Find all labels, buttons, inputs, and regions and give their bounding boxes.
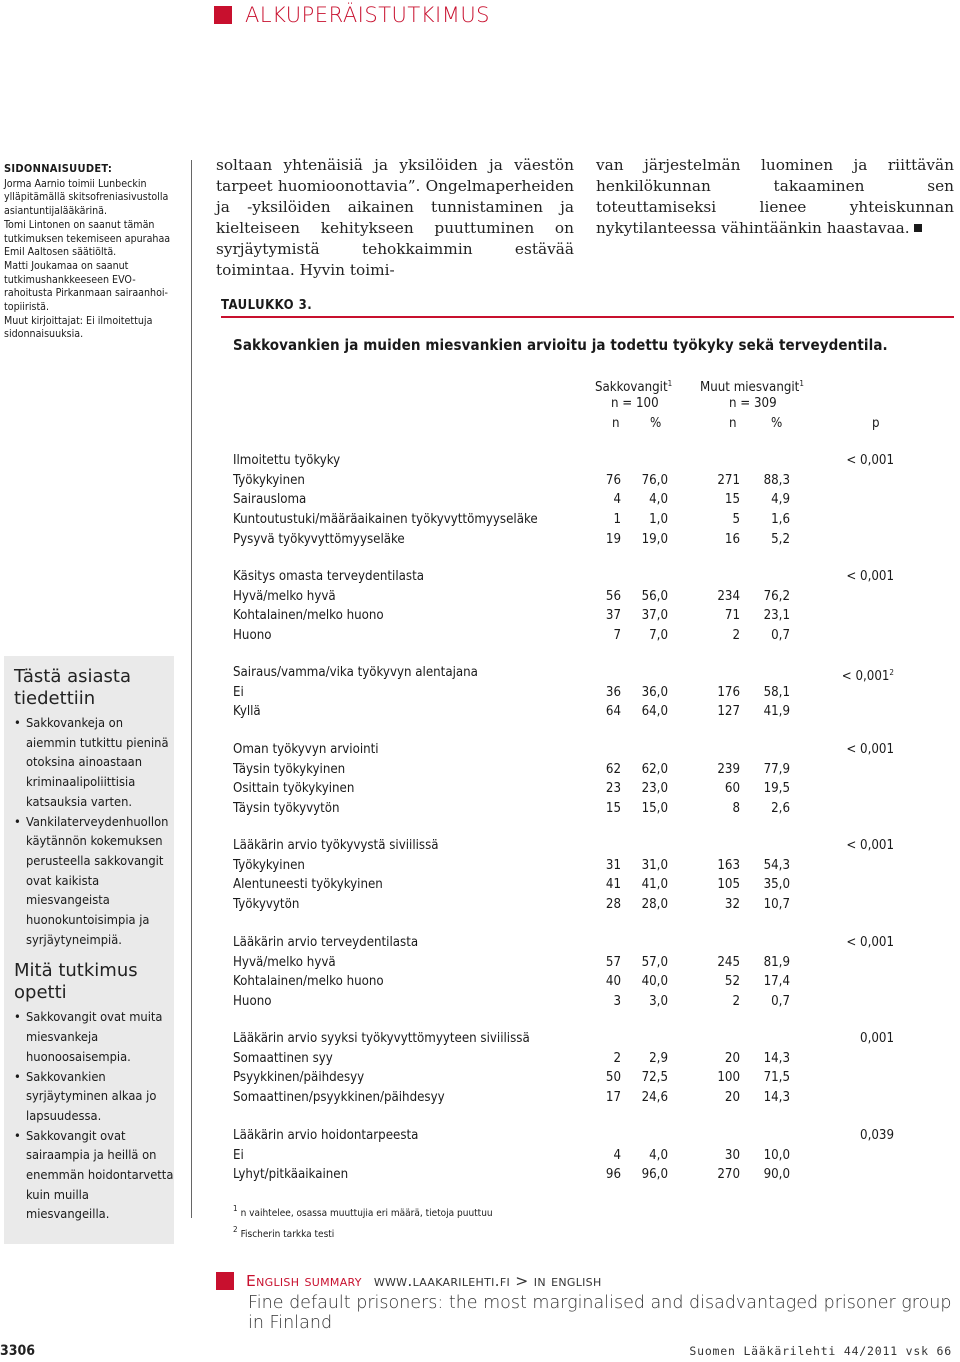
table-cell-pct2: 14,3 (763, 1090, 790, 1105)
table-cell-n1: 64 (605, 704, 621, 719)
table-row-label: Pysyvä työkyvyttömyyseläke (233, 532, 405, 547)
table-cell-n1: 37 (605, 608, 621, 623)
info-bullet: • Vankilaterveydenhuollon käytännön kokemuksen perusteella sakkovangit ovat kaikista miesvangeista huonokuntoisimpia ja syrjäytyneimpiä. (14, 813, 174, 951)
table-row-label: Alentuneesti työkykyinen (233, 877, 383, 892)
table-group-title: Käsitys omasta terveydentilasta (233, 569, 424, 584)
table-cell-n2: 52 (724, 974, 740, 989)
info-bullet: • Sakkovankeja on aiemmin tutkittu pieninä otoksina ainoastaan kriminaalipoliittisia katsauksia varten. (14, 714, 174, 813)
disclosure-line: Emil Aaltosen säätiöltä. (4, 246, 117, 259)
table-cell-n1: 96 (605, 1167, 621, 1182)
table-cell-pct2: 35,0 (763, 877, 790, 892)
table-cell-n2: 163 (717, 858, 740, 873)
table-cell-n1: 15 (605, 801, 621, 816)
disclosure-line: Jorma Aarnio toimii Lunbeckin (4, 177, 147, 190)
table-cell-n1: 56 (605, 589, 621, 604)
table-cell-pct2: 5,2 (771, 532, 790, 547)
disclosure-line: asiantuntijalääkärinä. (4, 205, 107, 218)
table-cell-n1: 31 (605, 858, 621, 873)
table-cell-pct1: 19,0 (641, 532, 668, 547)
table-row-label: Psyykkinen/päihdesyy (233, 1070, 365, 1085)
end-mark-icon (914, 224, 922, 232)
table-row-label: Täysin työkykyinen (233, 762, 346, 777)
disclosure-line: tutkimuksen tekemiseen apurahaa (4, 232, 171, 245)
table-cell-n2: 105 (717, 877, 740, 892)
table-cell-n1: 2 (613, 1051, 621, 1066)
article-column-1: soltaan yhtenäisiä ja yksilöiden ja väestön tarpeet huomioonottavia”. Ongelmaperheiden ja -yksilöiden aikainen tunnistaminen ja kielteiseen kehitykseen puuttuminen on syrjäytymistä tehokkaimmin estävää toimintaa. Hyvin toimi- (216, 156, 574, 279)
table-cell-pct2: 77,9 (763, 762, 790, 777)
table-cell-pct1: 1,0 (649, 512, 668, 527)
table-cell-pct1: 28,0 (641, 897, 668, 912)
table-row-label: Lyhyt/pitkäaikainen (233, 1167, 349, 1182)
col-header-p: p (872, 416, 880, 431)
col-header-group-2: Muut miesvangit$^1$ (700, 379, 804, 395)
section-header (214, 3, 490, 27)
table-row-label: Kohtalainen/melko huono (233, 974, 384, 989)
summary-label: English summary (246, 1272, 362, 1290)
disclosure-line: topiiristä. (4, 301, 50, 314)
table-cell-pct1: 2,9 (649, 1051, 668, 1066)
table-row-label: Osittain työkykyinen (233, 781, 355, 796)
disclosure-line: Muut kirjoittajat: Ei ilmoitettuja (4, 314, 153, 327)
table-row-label: Hyvä/melko hyvä (233, 955, 336, 970)
table-group-title: Lääkärin arvio hoidontarpeesta (233, 1128, 419, 1143)
table-cell-n2: 2 (732, 628, 740, 643)
table-rule (221, 316, 954, 318)
table-cell-n2: 2 (732, 994, 740, 1009)
table-cell-pct1: 62,0 (641, 762, 668, 777)
table-cell-n1: 7 (613, 628, 621, 643)
learned-list (4, 1008, 174, 1225)
table-cell-n1: 28 (605, 897, 621, 912)
table-footnotes (233, 1201, 493, 1243)
table-cell-n1: 36 (605, 685, 621, 700)
table-cell-pct2: 19,5 (763, 781, 790, 796)
table-row-label: Ei (233, 1148, 244, 1163)
table-row-label: Somaattinen syy (233, 1051, 333, 1066)
table-cell-pct1: 56,0 (641, 589, 668, 604)
table-p-value: 0,039 (860, 1128, 894, 1143)
table-row-label: Ei (233, 685, 244, 700)
table-cell-n2: 8 (732, 801, 740, 816)
table-cell-pct2: 0,7 (771, 994, 790, 1009)
table-row-label: Huono (233, 628, 272, 643)
table-cell-n1: 23 (605, 781, 621, 796)
table-group-title: Sairaus/vamma/vika työkyvyn alentajana (233, 665, 478, 680)
disclosure-line: sidonnaisuuksia. (4, 328, 84, 341)
table-p-value: < 0,001 (846, 935, 894, 950)
table-cell-pct2: 41,9 (763, 704, 790, 719)
table-cell-pct1: 41,0 (641, 877, 668, 892)
page-number: 3306 (0, 1343, 36, 1359)
journal-name: Suomen Lääkärilehti 44/2011 vsk 66 (689, 1344, 952, 1358)
table-row-label: Somaattinen/psyykkinen/päihdesyy (233, 1090, 445, 1105)
table-cell-pct1: 37,0 (641, 608, 668, 623)
section-title: ALKUPERÄISTUTKIMUS (245, 3, 491, 27)
table-cell-n1: 41 (605, 877, 621, 892)
table-cell-pct1: 40,0 (641, 974, 668, 989)
table-cell-pct2: 90,0 (763, 1167, 790, 1182)
info-box (4, 656, 174, 1244)
table-group-title: Oman työkyvyn arviointi (233, 742, 379, 757)
table-p-value: 0,001 (860, 1031, 894, 1046)
table-row-label: Työkyvytön (233, 897, 300, 912)
table-row-label: Kuntoutustuki/määräaikainen työkyvyttömyyseläke (233, 512, 538, 527)
col-header-n-group-2: n = 309 (729, 396, 777, 411)
disclosures-text (4, 178, 180, 342)
table-cell-pct2: 88,3 (763, 473, 790, 488)
table-row-label: Sairausloma (233, 492, 307, 507)
table-cell-pct2: 4,9 (771, 492, 790, 507)
table-cell-n1: 50 (605, 1070, 621, 1085)
table-row-label: Kohtalainen/melko huono (233, 608, 384, 623)
table-row-label: Työkykyinen (233, 858, 305, 873)
table-cell-pct2: 10,7 (763, 897, 790, 912)
table-cell-pct1: 31,0 (641, 858, 668, 873)
disclosures (4, 162, 180, 342)
table-cell-pct2: 0,7 (771, 628, 790, 643)
table-p-value: < 0,001 (846, 453, 894, 468)
table-cell-n2: 30 (724, 1148, 740, 1163)
table-p-value: < $0,001^2$ (841, 668, 894, 684)
table-cell-n2: 20 (724, 1051, 740, 1066)
table-cell-pct2: 71,5 (763, 1070, 790, 1085)
table-cell-pct1: 24,6 (641, 1090, 668, 1105)
known-list (4, 714, 174, 950)
disclosure-line: ylläpitämällä skitsofreniasivustolla (4, 191, 169, 204)
table-cell-n2: 239 (717, 762, 740, 777)
table-row-label: Kyllä (233, 704, 261, 719)
table-cell-pct1: 76,0 (641, 473, 668, 488)
disclosures-heading: SIDONNAISUUDET: (4, 162, 113, 175)
known-title: Tästä asiasta tiedettiin (14, 666, 132, 709)
table-cell-n2: 271 (717, 473, 740, 488)
summary-title: Fine default prisoners: the most marginalised and disadvantaged prisoner group in Finland (248, 1293, 952, 1333)
info-bullet: • Sakkovangit ovat sairaampia ja heillä on enemmän hoidontarvetta kuin muilla miesvangeilla. (14, 1127, 174, 1226)
table-cell-n2: 20 (724, 1090, 740, 1105)
table-cell-pct2: 17,4 (763, 974, 790, 989)
footnote: $^1$ n vaihtelee, osassa muuttujia eri määrä, tietoja puuttuu (233, 1204, 493, 1219)
table-group-title: Lääkärin arvio terveydentilasta (233, 935, 419, 950)
table-label: TAULUKKO 3. (221, 298, 313, 313)
table-title: Sakkovankien ja muiden miesvankien arvioitu ja todettu työkyky sekä terveydentila. (233, 336, 888, 354)
table-cell-pct2: 14,3 (763, 1051, 790, 1066)
disclosure-line: rahoitusta Pirkanmaan sairaanhoi- (4, 287, 168, 300)
table-cell-pct1: 64,0 (641, 704, 668, 719)
table-cell-n2: 100 (717, 1070, 740, 1085)
table-cell-pct2: 58,1 (763, 685, 790, 700)
table-cell-n2: 127 (717, 704, 740, 719)
table-p-value: < 0,001 (846, 742, 894, 757)
table-cell-pct2: 1,6 (771, 512, 790, 527)
table-cell-n2: 15 (724, 492, 740, 507)
table-cell-pct1: 4,0 (649, 492, 668, 507)
table-cell-pct2: 54,3 (763, 858, 790, 873)
table-row-label: Työkykyinen (233, 473, 305, 488)
red-square-icon (214, 6, 232, 24)
table-cell-n1: 19 (605, 532, 621, 547)
table-group-title: Ilmoitettu työkyky (233, 453, 341, 468)
col-header-group-1: Sakkovangit$^1$ (595, 379, 673, 395)
disclosure-line: Matti Joukamaa on saanut (4, 259, 129, 272)
table-group-title: Lääkärin arvio syyksi työkyvyttömyyteen siviilissä (233, 1031, 530, 1046)
table-cell-n2: 270 (717, 1167, 740, 1182)
table-cell-pct1: 96,0 (641, 1167, 668, 1182)
footnote: $^2$ Fischerin tarkka testi (233, 1225, 335, 1240)
table-row-label: Täysin työkyvytön (233, 801, 340, 816)
learned-title: Mitä tutkimus opetti (14, 960, 138, 1004)
table-cell-pct1: 3,0 (649, 994, 668, 1009)
table-p-value: < 0,001 (846, 838, 894, 853)
col-header-n2: n (729, 416, 737, 431)
table-cell-n1: 57 (605, 955, 621, 970)
info-bullet: • Sakkovankien syrjäytyminen alkaa jo lapsuudessa. (14, 1068, 174, 1127)
table-cell-n2: 60 (724, 781, 740, 796)
summary-link[interactable]: www.laakarilehti.fi > in english (373, 1272, 602, 1290)
table-cell-n1: 3 (613, 994, 621, 1009)
table-cell-n1: 76 (605, 473, 621, 488)
table-cell-n2: 176 (717, 685, 740, 700)
table-cell-pct2: 81,9 (763, 955, 790, 970)
red-square-icon (216, 1272, 234, 1290)
table-cell-pct1: 4,0 (649, 1148, 668, 1163)
table-cell-n1: 62 (605, 762, 621, 777)
table-cell-n1: 1 (613, 512, 621, 527)
table-cell-pct1: 72,5 (641, 1070, 668, 1085)
table-cell-n2: 5 (732, 512, 740, 527)
table-p-value: < 0,001 (846, 569, 894, 584)
info-bullet: • Sakkovangit ovat muita miesvankeja huonoosaisempia. (14, 1008, 174, 1067)
table-cell-pct1: 7,0 (649, 628, 668, 643)
table-row-label: Hyvä/melko hyvä (233, 589, 336, 604)
col-header-n-group-1: n = 100 (611, 396, 659, 411)
table-cell-pct2: 2,6 (771, 801, 790, 816)
disclosure-line: Tomi Lintonen on saanut tämän (4, 218, 155, 231)
column-divider (191, 160, 192, 1218)
table-cell-pct1: 36,0 (641, 685, 668, 700)
table-cell-pct2: 10,0 (763, 1148, 790, 1163)
table-cell-pct1: 15,0 (641, 801, 668, 816)
table-cell-pct1: 57,0 (641, 955, 668, 970)
table-cell-n2: 245 (717, 955, 740, 970)
table-cell-pct2: 76,2 (763, 589, 790, 604)
table-cell-n2: 32 (724, 897, 740, 912)
table-cell-n1: 40 (605, 974, 621, 989)
english-summary (216, 1272, 960, 1333)
table-cell-n1: 4 (613, 492, 621, 507)
table-cell-n2: 71 (724, 608, 740, 623)
article-column-2 (596, 155, 954, 239)
table-cell-n1: 17 (605, 1090, 621, 1105)
col-header-pct2: % (771, 416, 783, 431)
col-header-pct1: % (650, 416, 662, 431)
col-header-n1: n (612, 416, 620, 431)
table-row-label: Huono (233, 994, 272, 1009)
table-cell-n1: 4 (613, 1148, 621, 1163)
table-cell-pct2: 23,1 (763, 608, 790, 623)
table-cell-pct1: 23,0 (641, 781, 668, 796)
table-cell-n2: 234 (717, 589, 740, 604)
table-cell-n2: 16 (724, 532, 740, 547)
table-group-title: Lääkärin arvio työkyvystä siviilissä (233, 838, 439, 853)
disclosure-line: tutkimushankkeeseen EVO- (4, 273, 136, 286)
article-column-2-text: van järjestelmän luominen ja riittävän henkilökunnan takaaminen sen toteuttamiseksi lienee yhteiskunnan nykytilanteessa vähintäänkin haastavaa. (596, 156, 954, 237)
